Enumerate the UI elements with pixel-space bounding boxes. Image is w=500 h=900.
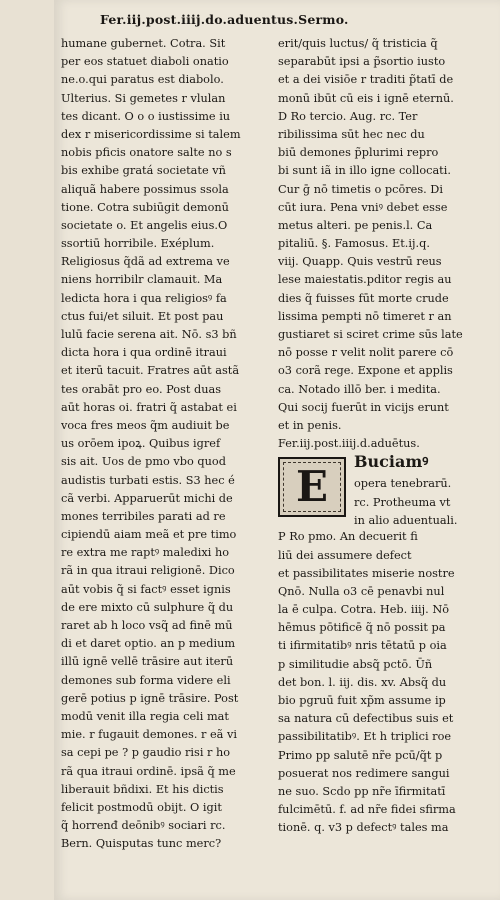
text-line: o3 corã rege. Expone et applis (278, 364, 453, 378)
text-line: aūt horas oi. fratri q̃ astabat ei (61, 400, 237, 414)
text-line: dex r misericordissime si talem (61, 127, 241, 141)
text-line: raret ab h loco vsq̃ ad finē mū (61, 619, 233, 632)
text-line: Qnō. Nulla o3 cē penavbi nul (278, 584, 445, 598)
text-line: viij. Quapp. Quis vestrū reus (278, 255, 442, 269)
left-column (61, 35, 273, 853)
text-line: pitaliū. §. Famosus. Et.ij.q. (278, 237, 430, 251)
text-line: Religiosus q̃dã ad extrema ve (61, 255, 230, 269)
text-line: et iterū tacuit. Fratres aūt astã (61, 364, 240, 378)
section-heading: Buciamꝰ (354, 452, 429, 472)
text-line: et passibilitates miserie nostre (278, 566, 455, 580)
text-line: gustiaret si sciret crime sūs late (278, 328, 463, 341)
decorated-initial-block (278, 453, 478, 528)
text-line: ne.o.qui paratus est diabolo. (61, 73, 224, 87)
text-line: ctus fui/et siluit. Et post pau (61, 309, 224, 323)
text-line: fulcimētū. f. ad nr̃e fidei sfirma (278, 803, 456, 817)
text-line: Primo pp salutē nr̃e pcū/q̃t p (278, 748, 443, 762)
text-line: Qui socij fuerūt in vicijs erunt (278, 400, 449, 414)
text-line: tione. Cotra subiūgit demonū (61, 200, 229, 214)
text-line: tionē. q. v3 p defectꝰ tales ma (278, 821, 449, 835)
text-line: opera tenebrarū. (354, 477, 452, 491)
text-line: tes orabāt pro eo. Post duas (61, 382, 222, 396)
text-line: de ere mixto cū sulphure q̃ du (61, 600, 234, 614)
text-line: di et daret optio. an p medium (61, 637, 236, 651)
text-line: cūt iura. Pena vniꝰ debet esse (278, 200, 448, 214)
text-line: bi sunt iã in illo igne collocati. (278, 164, 451, 178)
text-line: nobis pficis onatore salte no s (61, 146, 232, 160)
text-line: lulū facie serena ait. Nō. s3 bñ (61, 328, 237, 341)
text-line: et a dei visiōe r traditi p̃tatī de (278, 73, 454, 87)
text-line: aūt vobis q̃ si factꝰ esset ignis (61, 582, 231, 596)
text-line: mie. r fugauit demones. r eã vi (61, 728, 237, 742)
text-line: rc. Protheuma vt (354, 495, 451, 509)
text-line: bis exhibe gratá societate vñ (61, 164, 226, 178)
text-line: separabūt ipsi a p̃sortio iusto (278, 55, 446, 69)
text-line: aliquã habere possimus ssola (61, 182, 229, 196)
drop-cap-letter: E (295, 462, 328, 512)
text-line: re extra me raptꝰ maledixi ho (61, 546, 230, 560)
text-line: modū venit illa regia celi mat (61, 709, 229, 723)
text-line: demones sub forma videre eli (61, 673, 231, 687)
text-line: societate o. Et angelis eius.O (61, 218, 228, 232)
text-line: cã verbi. Apparuerūt michi de (61, 491, 233, 505)
text-line: erit/quis luctus/ q̃ tristicia q̃ (278, 37, 438, 50)
text-line: dicta hora i qua ordinē itraui (61, 346, 227, 360)
text-line: la ē culpa. Cotra. Heb. iiij. Nō (278, 603, 450, 617)
text-line: ssortiū horribile. Exéplum. (61, 237, 215, 251)
text-line: et in penis. (278, 418, 342, 432)
text-line: Cur ḡ nō timetis o pcōres. Di (278, 182, 443, 196)
text-line: Fer.iij.post.iiij.d.aduētus. (278, 437, 420, 451)
text-line: mones terribiles parati ad re (61, 509, 226, 523)
text-line: in alio aduentuali. (354, 513, 458, 527)
text-line: p similitudie absq̃ pctō. Ūñ (278, 657, 433, 671)
text-line: liū dei assumere defect (278, 548, 412, 562)
text-line: sis ait. Uos de pmo vbo quod (61, 455, 226, 469)
text-line: felicit postmodū obijt. O igit (61, 800, 222, 814)
right-column (278, 35, 478, 838)
text-line: det bon. l. iij. dis. xv. Absq̃ du (278, 675, 447, 689)
text-line: sa cepi pe ? p gaudio risi r ho (61, 746, 231, 760)
text-line: monū ibūt cū eis i ignē eternū. (278, 91, 454, 105)
text-line: Ulterius. Si gemetes r vlulan (61, 91, 226, 105)
text-line: hēmus pōtificē q̃ nō possit pa (278, 621, 446, 635)
text-line: illū ignē vellē trāsire aut iterū (61, 655, 234, 669)
text-line: bio pgruū fuit xp̃m assume ip (278, 694, 446, 707)
text-line: liberauit bñdixi. Et his dictis (61, 782, 224, 796)
text-line: voca fres meos q̃m audiuit be (61, 418, 230, 432)
text-line: lese maiestatis.pditor regis au (278, 273, 452, 287)
text-line: metus alteri. pe penis.l. Ca (278, 218, 433, 232)
text-line: rã in qua itraui religionē. Dico (61, 564, 235, 578)
text-line: lissima pempti nō timeret r an (278, 309, 452, 323)
text-line: tes dicant. O o o iustissime iu (61, 109, 231, 123)
text-line: posuerat nos redimere sangui (278, 766, 450, 780)
text-line: D Ro tercio. Aug. rc. Ter (278, 109, 418, 123)
text-line: dies q̃ fuisses fūt morte crude (278, 291, 449, 305)
text-line: sa natura cū defectibus suis et (278, 712, 454, 726)
drop-cap-e (278, 457, 346, 517)
text-line: biū demones p̃plurimi repro (278, 146, 439, 160)
text-line: P Ro pmo. An decuerit fi (278, 530, 418, 544)
text-line: Bern. Quisputas tunc merc? (61, 837, 222, 851)
text-line: gerē potius p ignē trāsire. Post (61, 691, 239, 705)
text-line: q̃ horrenđ deōnibꝰ sociari rc. (61, 819, 226, 833)
text-line: us orōem ipoꝝ. Quibus igref (61, 437, 221, 451)
text-line: niens horribilr clamauit. Ma (61, 273, 223, 287)
text-line: nō posse r velit nolit parere cō (278, 346, 454, 360)
running-header: Fer.iij.post.iiij.do.aduentus.Sermo. (100, 12, 349, 27)
text-line: ribilissima sūt hec nec du (278, 127, 425, 141)
text-line: ledicta hora i qua religiosꝰ fa (61, 291, 227, 305)
text-line: cipiendū aiam meã et pre timo (61, 528, 237, 542)
text-line: rã qua itraui ordinē. ipsã q̃ me (61, 764, 236, 778)
text-line: per eos statuet diaboli onatio (61, 55, 229, 69)
text-line: ca. Notado illō ber. i medita. (278, 382, 441, 396)
text-line: humane gubernet. Cotra. Sit (61, 37, 226, 50)
text-line: ti ifirmitatibꝰ nris tētatū p oia (278, 639, 447, 653)
text-line: audistis turbati estis. S3 hec é (61, 473, 235, 487)
text-line: ne suo. Scdo pp nr̃e īfirmitatī (278, 784, 446, 798)
text-line: passibilitatibꝰ. Et h triplici roe (278, 730, 452, 744)
